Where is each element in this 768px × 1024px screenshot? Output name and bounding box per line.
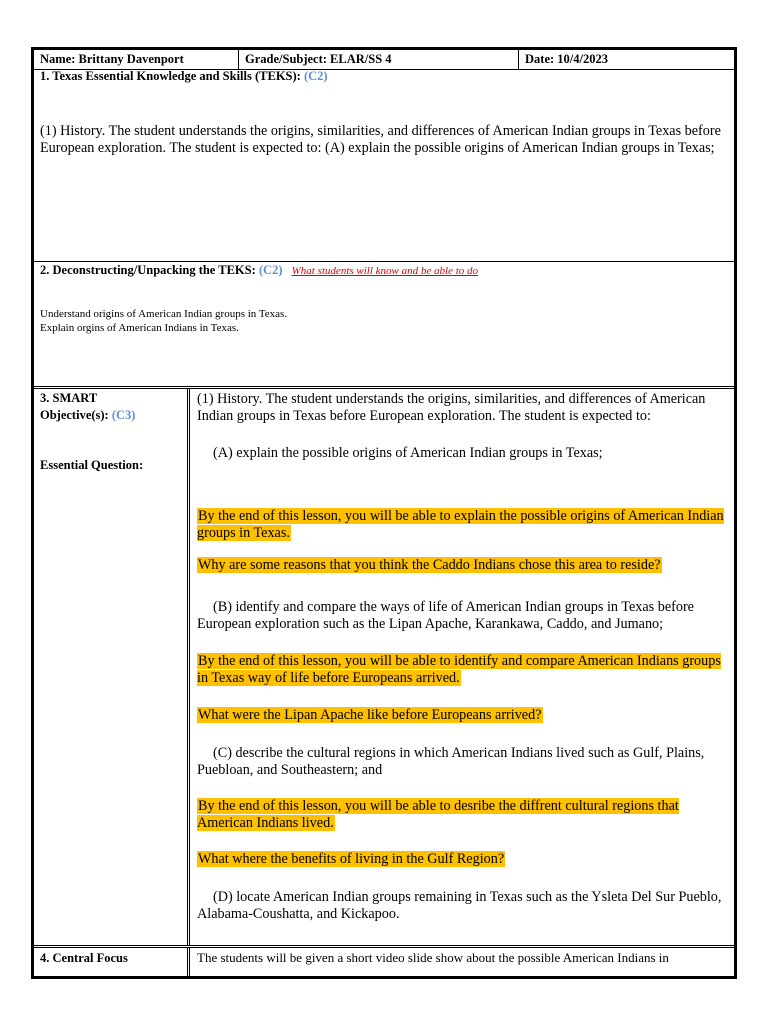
date-field: Date: 10/4/2023 xyxy=(518,50,734,69)
smart-label-column xyxy=(34,389,190,945)
central-focus-label-column xyxy=(34,948,190,976)
smart-objective-section xyxy=(34,389,734,948)
objective-b-goal: By the end of this lesson, you will be able to identify and compare American Indians groups in Texas way of life before Europeans arrived. xyxy=(197,653,721,686)
smart-label: 3. SMART xyxy=(40,391,98,405)
name-field: Name: Brittany Davenport xyxy=(40,52,184,66)
objective-c-question: What where the benefits of living in the Gulf Region? xyxy=(198,851,505,867)
deconstructing-line-1: Understand origins of American Indian groups in Texas. xyxy=(40,308,288,320)
objective-a: (A) explain the possible origins of American Indian groups in Texas; xyxy=(213,445,603,461)
teks-heading: 1. Texas Essential Knowledge and Skills (TEKS): (C2) xyxy=(40,69,328,83)
objective-b: (B) identify and compare the ways of life of American Indian groups in Texas before European exploration such as the Lipan Apache, Karankawa, Caddo, and Jumano; xyxy=(197,599,694,632)
deconstructing-code: (C2) xyxy=(258,263,283,277)
teks-section xyxy=(34,69,734,262)
objective-a-goal: By the end of this lesson, you will be able to explain the possible origins of American Indian groups in Texas. xyxy=(197,508,724,541)
teks-text: (1) History. The student understands the origins, similarities, and differences of American Indian groups in Texas before European exploration. The student is expected to: (A) explain the possible origins of American Indian groups in Texas; xyxy=(40,123,721,156)
objective-d: (D) locate American Indian groups remaining in Texas such as the Ysleta Del Sur Pueblo, Alabama-Coushatta, and Kickapoo. xyxy=(197,889,722,922)
smart-content-column xyxy=(193,389,734,945)
central-focus-section xyxy=(34,948,734,976)
objective-b-question: What were the Lipan Apache like before Europeans arrived? xyxy=(198,707,542,723)
objective-c-goal: By the end of this lesson, you will be able to desribe the diffrent cultural regions that American Indians lived. xyxy=(197,798,679,831)
essential-question-label: Essential Question: xyxy=(40,458,144,472)
lesson-plan-form xyxy=(31,47,737,979)
header-row xyxy=(34,50,734,70)
objective-c: (C) describe the cultural regions in which American Indians lived such as Gulf, Plains, Puebloan, and Southeastern; and xyxy=(197,745,705,778)
central-focus-text: The students will be given a short video slide show about the possible American Indians in xyxy=(197,950,669,965)
central-focus-label: 4. Central Focus xyxy=(40,951,128,965)
objectives-label: Objective(s): (C3) xyxy=(40,408,136,422)
deconstructing-line-2: Explain orgins of American Indians in Texas. xyxy=(40,322,239,334)
grade-subject-field: Grade/Subject: ELAR/SS 4 xyxy=(238,50,518,69)
central-focus-content xyxy=(193,948,734,976)
objective-a-question: Why are some reasons that you think the Caddo Indians chose this area to reside? xyxy=(198,557,661,573)
history-intro: (1) History. The student understands the origins, similarities, and differences of American Indian groups in Texas before European exploration. The student is expected to: xyxy=(197,391,706,424)
deconstructing-note: What students will know and be able to do xyxy=(291,265,479,277)
objectives-code: (C3) xyxy=(111,408,136,422)
deconstructing-section xyxy=(34,261,734,389)
deconstructing-heading: 2. Deconstructing/Unpacking the TEKS: (C2) What students will know and be able to do xyxy=(40,263,479,277)
teks-code: (C2) xyxy=(303,69,328,83)
